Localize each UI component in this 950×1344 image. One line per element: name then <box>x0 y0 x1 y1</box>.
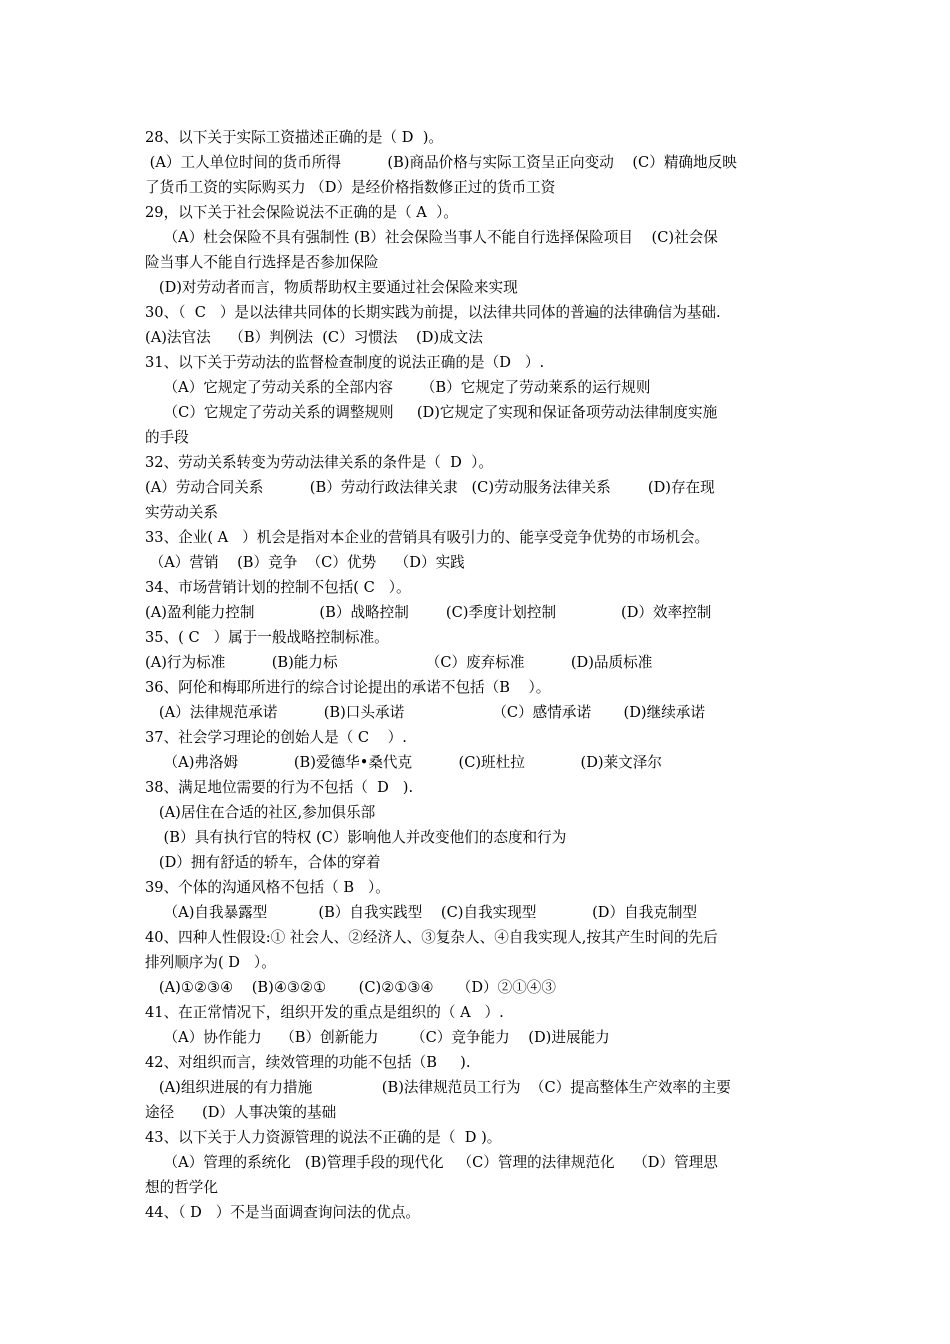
options-43: （A）管理的系统化 (B)管理手段的现代化 （C）管理的法律规范化 （D）管理思 <box>145 1154 718 1171</box>
options-38-d: (D）拥有舒适的轿车，合体的穿着 <box>145 854 381 871</box>
options-29-d: (D)对劳动者而言，物质帮助权主要通过社会保险来实现 <box>145 279 518 296</box>
options-36: (A）法律规范承诺 (B)口头承诺 （C）感情承诺 (D)继续承诺 <box>145 704 705 721</box>
question-37: 37、社会学习理论的创始人是（ C ）. <box>145 729 407 746</box>
options-30: (A)法官法 （B）判例法 (C）习惯法 (D)成文法 <box>145 329 483 346</box>
question-34: 34、市场营销计划的控制不包括( C ）。 <box>145 579 411 596</box>
question-41: 41、在正常情况下，组织开发的重点是组织的（ A ）. <box>145 1004 504 1021</box>
question-40: 40、四种人性假设:① 社会人、②经济人、③复杂人、④自我实现人,按其产生时间的先后 <box>145 929 718 946</box>
options-38-a: (A)居住在合适的社区,参加俱乐部 <box>145 804 376 821</box>
options-43-cont: 想的哲学化 <box>145 1179 218 1196</box>
options-40: (A)①②③④ (B)④③②① (C)②①③④ （D）②①④③ <box>145 979 556 996</box>
options-32-cont: 实劳动关系 <box>145 504 218 521</box>
options-28: (A）工人单位时间的货币所得 (B)商品价格与实际工资呈正向变动 (C）精确地反映 <box>145 154 737 171</box>
question-30: 30、（ C ）是以法律共同体的长期实践为前提，以法律共同体的普遍的法律确信为基础. <box>145 304 721 321</box>
options-32: (A）劳动合同关系 (B）劳动行政法律关隶 (C)劳动服务法律关系 (D)存在现 <box>145 479 715 496</box>
options-31-cont: 的手段 <box>145 429 189 446</box>
options-37: （A)弗洛姆 (B)爱德华•桑代克 (C)班杜拉 (D)莱文泽尔 <box>145 754 662 771</box>
question-43: 43、以下关于人力资源管理的说法不正确的是（ D )。 <box>145 1129 502 1146</box>
question-36: 36、阿伦和梅耶所进行的综合讨论提出的承诺不包括（B ）。 <box>145 679 551 696</box>
question-42: 42、对组织而言，续效管理的功能不包括（B ). <box>145 1054 471 1071</box>
options-41: （A）协作能力 （B）创新能力 （C）竞争能力 (D)进展能力 <box>145 1029 610 1046</box>
options-29-cont: 险当事人不能自行选择是否参加保险 <box>145 254 379 271</box>
options-28-cont: 了货币工资的实际购买力 （D）是经价格指数修正过的货币工资 <box>145 179 556 196</box>
options-42: (A)组织进展的有力措施 (B)法律规范员工行为 （C）提高整体生产效率的主要 <box>145 1079 731 1096</box>
question-29: 29，以下关于社会保险说法不正确的是（ A ）。 <box>145 204 459 221</box>
question-44: 44、（ D ）不是当面调查询问法的优点。 <box>145 1204 421 1221</box>
options-33: （A）营销 (B）竞争 （C）优势 （D）实践 <box>145 554 465 571</box>
question-28: 28、以下关于实际工资描述正确的是（ D )。 <box>145 129 443 146</box>
question-31: 31、以下关于劳动法的监督检查制度的说法正确的是（D ）. <box>145 354 545 371</box>
question-38: 38、满足地位需要的行为不包括（ D ). <box>145 779 414 796</box>
document-body <box>145 125 810 1225</box>
options-31-ab: （A）它规定了劳动关系的全部内容 （B）它规定了劳动莱系的运行规则 <box>145 379 651 396</box>
options-35: (A)行为标准 (B)能力标 （C）废弃标准 (D)品质标准 <box>145 654 653 671</box>
question-39: 39、个体的沟通风格不包括（ B ）。 <box>145 879 390 896</box>
options-31-cd: （C）它规定了劳动关系的调整规则 (D)它规定了实现和保证备项劳动法律制度实施 <box>145 404 718 421</box>
options-42-cont: 途径 (D）人事决策的基础 <box>145 1104 337 1121</box>
options-34: (A)盈利能力控制 (B）战略控制 (C)季度计划控制 (D）效率控制 <box>145 604 712 621</box>
question-40-cont: 排列顺序为( D ）。 <box>145 954 276 971</box>
options-29: （A）杜会保险不具有强制性 (B）社会保险当事人不能自行选择保险项目 (C)社会保 <box>145 229 718 246</box>
options-38-bc: (B）具有执行官的特权 (C）影响他人并改变他们的态度和行为 <box>145 829 567 846</box>
question-32: 32、劳动关系转变为劳动法律关系的条件是（ D ）。 <box>145 454 493 471</box>
question-35: 35、( C ）属于一般战略控制标准。 <box>145 629 389 646</box>
question-33: 33、企业( A ）机会是指对本企业的营销具有吸引力的、能享受竞争优势的市场机会。 <box>145 529 710 546</box>
options-39: （A)自我暴露型 (B）自我实践型 (C)自我实现型 (D）自我克制型 <box>145 904 698 921</box>
